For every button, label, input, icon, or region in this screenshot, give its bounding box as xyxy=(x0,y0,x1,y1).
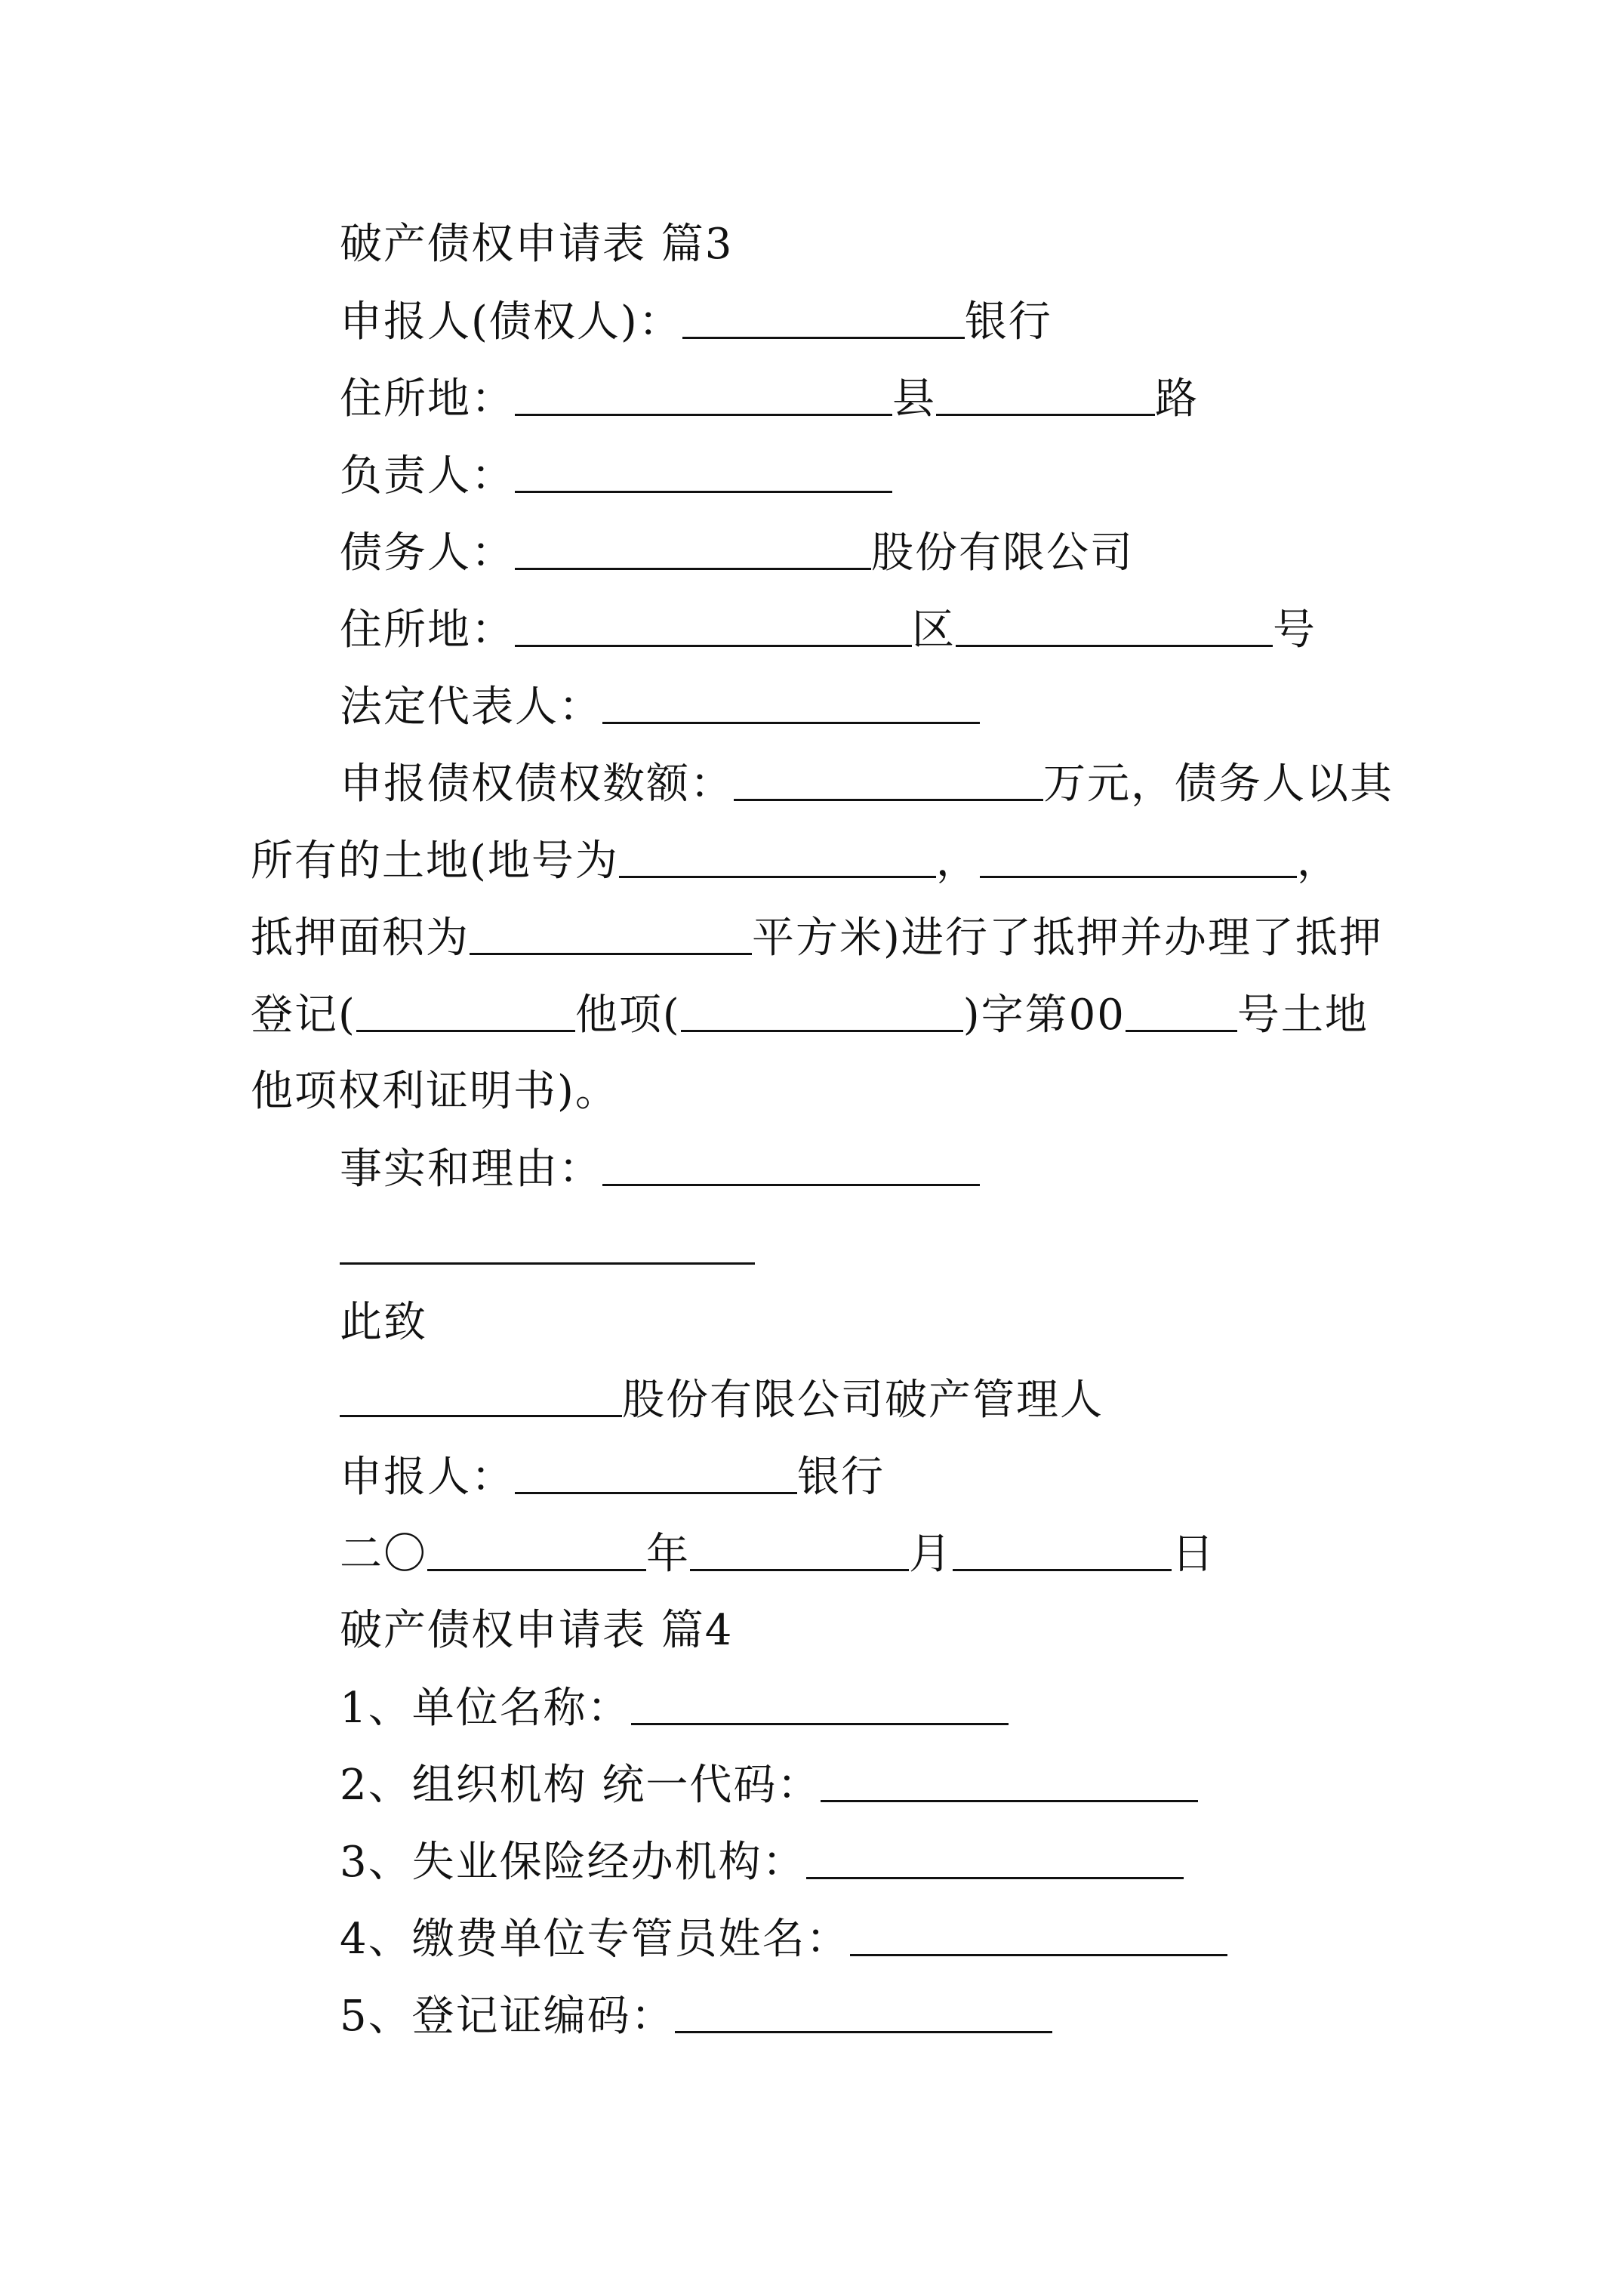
registration-blank-c[interactable] xyxy=(1126,988,1237,1032)
applicant-blank[interactable] xyxy=(515,1450,797,1494)
day-blank[interactable] xyxy=(953,1527,1172,1571)
legal-rep-line: 法定代表人： xyxy=(340,680,980,734)
address-2-blank-b[interactable] xyxy=(956,603,1273,647)
year-blank[interactable] xyxy=(427,1527,646,1571)
debtor-blank[interactable] xyxy=(515,525,871,570)
address-2-line: 住所地： 区 号 xyxy=(340,603,1317,657)
applicant-line: 申报人： 银行 xyxy=(340,1450,885,1504)
item-4-line: 4、缴费单位专管员姓名： xyxy=(340,1912,1227,1966)
certificate-line: 他项权利证明书)。 xyxy=(251,1067,619,1116)
land-number-blank-a[interactable] xyxy=(619,834,936,878)
address-1-blank-a[interactable] xyxy=(515,371,892,416)
org-code-blank[interactable] xyxy=(821,1758,1198,1802)
section-4-title: 破产债权申请表 篇4 xyxy=(340,1606,734,1655)
item-5-line: 5、登记证编码： xyxy=(340,1989,1052,2043)
area-line: 抵押面积为 平方米)进行了抵押并办理了抵押 xyxy=(251,911,1383,965)
address-1-blank-b[interactable] xyxy=(936,371,1155,416)
registration-blank-b[interactable] xyxy=(681,988,963,1032)
land-number-blank-b[interactable] xyxy=(980,834,1297,878)
facts-line: 事实和理由： xyxy=(340,1142,980,1196)
item-2-line: 2、组织机构 统一代码： xyxy=(340,1758,1198,1812)
legal-rep-blank[interactable] xyxy=(602,680,980,724)
principal-blank[interactable] xyxy=(515,448,892,493)
principal-line: 负责人： xyxy=(340,448,892,503)
address-2-blank-a[interactable] xyxy=(515,603,912,647)
payer-staff-name-blank[interactable] xyxy=(850,1912,1227,1956)
registration-code-blank[interactable] xyxy=(675,1989,1052,2033)
debtor-line: 债务人： 股份有限公司 xyxy=(340,525,1134,580)
address-1-line: 住所地： 县 路 xyxy=(340,371,1199,426)
creditor-line: 申报人(债权人)： 银行 xyxy=(340,294,1052,349)
registration-line: 登记( 他项( )字第00 号土地 xyxy=(251,988,1369,1042)
registration-blank-a[interactable] xyxy=(356,988,575,1032)
month-blank[interactable] xyxy=(690,1527,909,1571)
amount-blank[interactable] xyxy=(734,757,1043,801)
section-3-title: 破产债权申请表 篇3 xyxy=(340,220,734,269)
item-3-line: 3、失业保险经办机构： xyxy=(340,1835,1184,1889)
recipient-line: 股份有限公司破产管理人 xyxy=(340,1373,1104,1427)
salutation: 此致 xyxy=(340,1298,427,1347)
area-blank[interactable] xyxy=(470,911,752,955)
facts-continuation-blank[interactable] xyxy=(340,1262,755,1265)
insurance-agency-blank[interactable] xyxy=(806,1835,1184,1879)
unit-name-blank[interactable] xyxy=(631,1681,1009,1725)
facts-blank[interactable] xyxy=(602,1142,980,1186)
amount-line: 申报债权债权数额： 万元，债务人以其 xyxy=(340,757,1394,811)
creditor-blank[interactable] xyxy=(682,294,965,339)
item-1-line: 1、单位名称： xyxy=(340,1681,1009,1735)
recipient-blank[interactable] xyxy=(340,1373,622,1417)
land-line: 所有的土地(地号为 ， ， xyxy=(251,834,1341,888)
date-line: 二〇 年 月 日 xyxy=(340,1527,1215,1581)
